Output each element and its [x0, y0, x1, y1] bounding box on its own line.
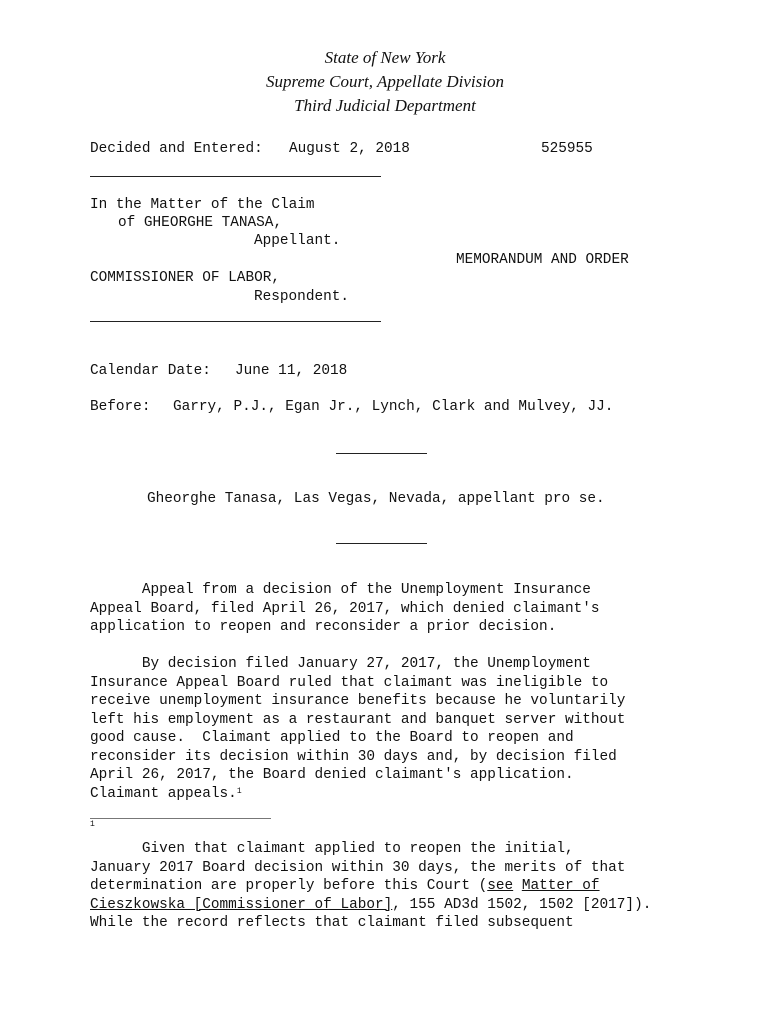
caption-bottom-rule	[90, 321, 381, 322]
caption-line-2: of GHEORGHE TANASA,	[118, 215, 283, 231]
paragraph-1-line: Appeal Board, filed April 26, 2017, which denied claimant's	[90, 600, 600, 617]
caption-appellant: Appellant.	[254, 233, 341, 249]
footnote-space	[513, 878, 522, 894]
paragraph-2-line: Insurance Appeal Board ruled that claimant was ineligible to	[90, 674, 609, 691]
footnote-line: While the record reflects that claimant filed subsequent	[90, 915, 574, 931]
paragraph-2-line: By decision filed January 27, 2017, the Unemployment	[90, 656, 591, 672]
caption-respondent: Respondent.	[254, 289, 349, 305]
court-name: Supreme Court, Appellate Division	[266, 72, 504, 91]
department-name: Third Judicial Department	[294, 96, 476, 115]
paragraph-2-line	[90, 785, 740, 804]
footnote-line	[90, 896, 740, 915]
court-header	[0, 46, 770, 118]
footnote-line: January 2017 Board decision within 30 days, the merits of that	[90, 859, 626, 876]
paragraph-1	[90, 581, 740, 637]
paragraph-2-line: left his employment as a restaurant and banquet server without	[90, 711, 626, 728]
decided-label: Decided and Entered:	[90, 141, 263, 157]
footnote-marker: 1	[236, 786, 242, 796]
footnote-line	[90, 877, 740, 896]
order-type: MEMORANDUM AND ORDER	[456, 252, 629, 268]
paragraph-1-line: Appeal from a decision of the Unemployment Insurance	[90, 582, 591, 598]
paragraph-1-line: application to reopen and reconsider a prior decision.	[90, 619, 557, 635]
state-name: State of New York	[324, 48, 446, 67]
caption-top-rule	[90, 176, 381, 177]
paragraph-2-line: April 26, 2017, the Board denied claimant's application.	[90, 767, 574, 783]
paragraph-2-line: reconsider its decision within 30 days and, by decision filed	[90, 748, 617, 765]
caption-line-1: In the Matter of the Claim	[90, 197, 315, 213]
before-label: Before:	[90, 399, 151, 415]
separator-rule-2	[336, 543, 427, 544]
calendar-date: June 11, 2018	[235, 363, 348, 379]
footnote-text	[90, 840, 740, 933]
docket-number: 525955	[541, 141, 593, 157]
caption-respondent-name: COMMISSIONER OF LABOR,	[90, 270, 280, 286]
footnote-line: Given that claimant applied to reopen the initial,	[90, 841, 574, 857]
footnote-number: 1	[90, 820, 95, 829]
paragraph-2-line: good cause. Claimant applied to the Board to reopen and	[90, 730, 574, 746]
footnote-line-3-text: determination are properly before this Court (	[90, 878, 488, 894]
paragraph-2-line: receive unemployment insurance benefits because he voluntarily	[90, 693, 626, 709]
paragraph-2-last-text: Claimant appeals.	[90, 785, 237, 802]
separator-rule-1	[336, 453, 427, 454]
case-name-part-1: Matter of	[521, 878, 600, 894]
footnote-rule	[90, 818, 271, 819]
judges: Garry, P.J., Egan Jr., Lynch, Clark and Mulvey, JJ.	[173, 399, 614, 415]
decided-date: August 2, 2018	[289, 141, 410, 157]
citation-reporter: , 155 AD3d 1502, 1502 [2017]).	[392, 896, 652, 913]
calendar-label: Calendar Date:	[90, 363, 211, 379]
citation-signal: see	[487, 878, 514, 894]
paragraph-2	[90, 655, 740, 803]
appearance: Gheorghe Tanasa, Las Vegas, Nevada, appellant pro se.	[147, 491, 605, 507]
case-name-part-2: Cieszkowska [Commissioner of Labor]	[90, 896, 393, 913]
